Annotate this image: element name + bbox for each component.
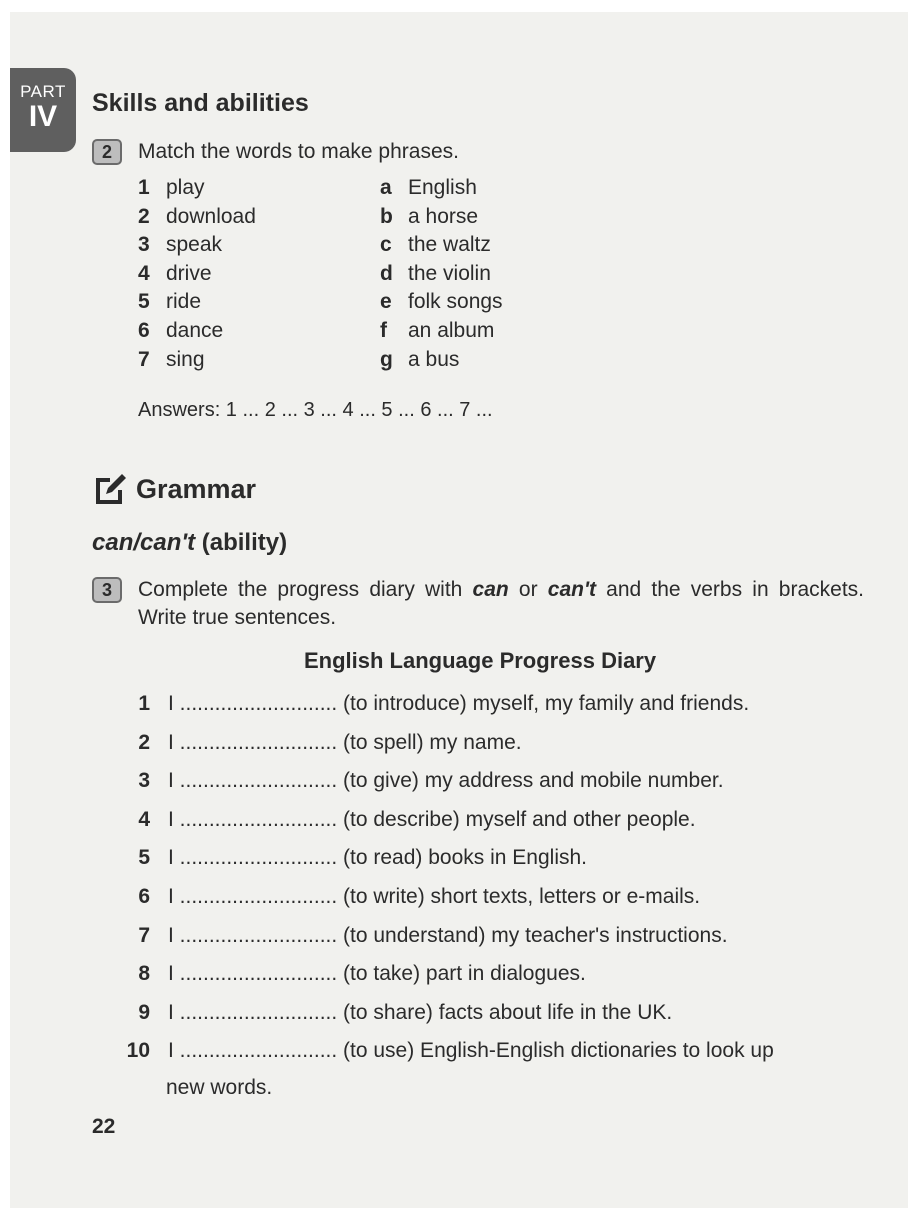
- match-right-letter: b: [380, 204, 393, 228]
- diary-item: [120, 766, 724, 796]
- match-left-text: drive: [166, 261, 212, 285]
- ex3-text-3: and the verbs in brackets. Write true sentences.: [138, 578, 864, 629]
- diary-item-text: I ........................... (to share) facts about life in the UK.: [168, 1000, 673, 1024]
- diary-item-number: 9: [138, 1000, 150, 1024]
- match-right-text: a horse: [408, 204, 479, 228]
- diary-item: [120, 728, 522, 758]
- match-right-text: an album: [408, 319, 495, 342]
- match-left-number: 7: [138, 347, 150, 371]
- match-right-letter: a: [380, 176, 392, 199]
- match-left-item: [138, 174, 205, 202]
- match-right-letter: d: [380, 261, 393, 285]
- pencil-edit-icon: [92, 470, 128, 506]
- match-left-item: [138, 288, 201, 316]
- diary-item-text: I ........................... (to describe) myself and other people.: [168, 807, 696, 831]
- diary-item-text: I ........................... (to give) my address and mobile number.: [168, 769, 724, 793]
- ex3-text-2: or: [508, 578, 548, 601]
- match-left-item: [138, 260, 212, 288]
- match-left-text: download: [166, 204, 256, 228]
- match-right-text: the waltz: [408, 233, 491, 257]
- grammar-heading: Grammar: [136, 474, 257, 504]
- match-left-item: [138, 231, 222, 259]
- match-left-number: 2: [138, 204, 150, 228]
- grammar-subheading-rest: (ability): [195, 529, 288, 556]
- match-right-item: [380, 346, 459, 374]
- diary-item: [120, 843, 587, 873]
- page-number: 22: [92, 1115, 116, 1138]
- diary-item: [120, 805, 696, 835]
- match-right-item: [380, 231, 491, 259]
- exercise-3-badge: 3: [92, 577, 122, 603]
- match-left-number: 5: [138, 290, 150, 314]
- diary-item-number: 6: [138, 885, 150, 908]
- diary-item-number: 5: [138, 846, 150, 870]
- part-label: PART: [20, 82, 66, 101]
- diary-item-text: I ........................... (to introduce) myself, my family and friends.: [168, 692, 750, 715]
- match-left-text: speak: [166, 233, 223, 257]
- part-tab: [10, 68, 76, 152]
- match-right-text: English: [408, 176, 477, 199]
- match-left-text: play: [166, 176, 205, 199]
- ex3-text-1: Complete the progress diary with: [138, 578, 473, 601]
- diary-item: [120, 959, 586, 989]
- diary-item: [120, 998, 672, 1028]
- match-left-number: 3: [138, 233, 150, 257]
- ex3-keyword-can: can: [472, 578, 509, 601]
- part-number: IV: [28, 100, 58, 133]
- diary-item-text: I ........................... (to write) short texts, letters or e-mails.: [168, 885, 701, 908]
- match-right-item: [380, 174, 477, 202]
- match-left-item: [138, 346, 205, 374]
- exercise-3-instruction: [138, 576, 864, 632]
- diary-item-text: I ........................... (to use) English-English dictionaries to look up: [168, 1039, 774, 1063]
- diary-item-number: 2: [138, 730, 150, 754]
- diary-item-number: 1: [138, 692, 150, 715]
- match-left-text: sing: [166, 347, 205, 371]
- diary-item-10-continuation: new words.: [166, 1076, 273, 1099]
- match-left-number: 1: [138, 176, 150, 199]
- exercise-2-instruction: Match the words to make phrases.: [138, 140, 459, 163]
- match-right-text: a bus: [408, 347, 460, 371]
- diary-item-text: I ........................... (to understand) my teacher's instructions.: [168, 923, 728, 947]
- match-right-letter: c: [380, 233, 392, 257]
- diary-item-number: 8: [138, 962, 150, 986]
- diary-item-text: I ........................... (to spell) my name.: [168, 730, 522, 754]
- exercise-2-badge: 2: [92, 139, 122, 165]
- match-left-text: ride: [166, 290, 202, 314]
- match-right-item: [380, 317, 494, 345]
- match-left-number: 6: [138, 319, 150, 342]
- answers-line: Answers: 1 ... 2 ... 3 ... 4 ... 5 ... 6 ... 7 ...: [138, 399, 493, 421]
- diary-item-number: 7: [138, 923, 150, 947]
- match-right-item: [380, 288, 503, 316]
- diary-item-text: I ........................... (to take) part in dialogues.: [168, 962, 586, 986]
- diary-item: [120, 1036, 774, 1066]
- match-right-text: the violin: [408, 261, 491, 285]
- match-right-item: [380, 203, 478, 231]
- diary-item: [120, 689, 749, 719]
- match-left-text: dance: [166, 319, 224, 342]
- match-right-letter: e: [380, 290, 392, 314]
- section-title: Skills and abilities: [92, 89, 309, 117]
- diary-item-text: I ........................... (to read) books in English.: [168, 846, 587, 870]
- grammar-subheading: [92, 529, 287, 557]
- match-right-item: [380, 260, 491, 288]
- grammar-subheading-keyword: can/can't: [92, 529, 196, 556]
- match-left-item: [138, 203, 256, 231]
- diary-item-number: 10: [126, 1039, 150, 1063]
- match-right-letter: g: [380, 347, 393, 371]
- diary-item-number: 3: [138, 769, 150, 793]
- diary-item: [120, 921, 728, 951]
- diary-item-number: 4: [138, 807, 150, 831]
- diary-item: [120, 882, 700, 912]
- match-right-letter: f: [380, 319, 387, 342]
- diary-title: English Language Progress Diary: [304, 648, 657, 673]
- match-right-text: folk songs: [408, 290, 503, 314]
- match-left-item: [138, 317, 223, 345]
- match-left-number: 4: [138, 261, 150, 285]
- ex3-keyword-cant: can't: [547, 578, 596, 601]
